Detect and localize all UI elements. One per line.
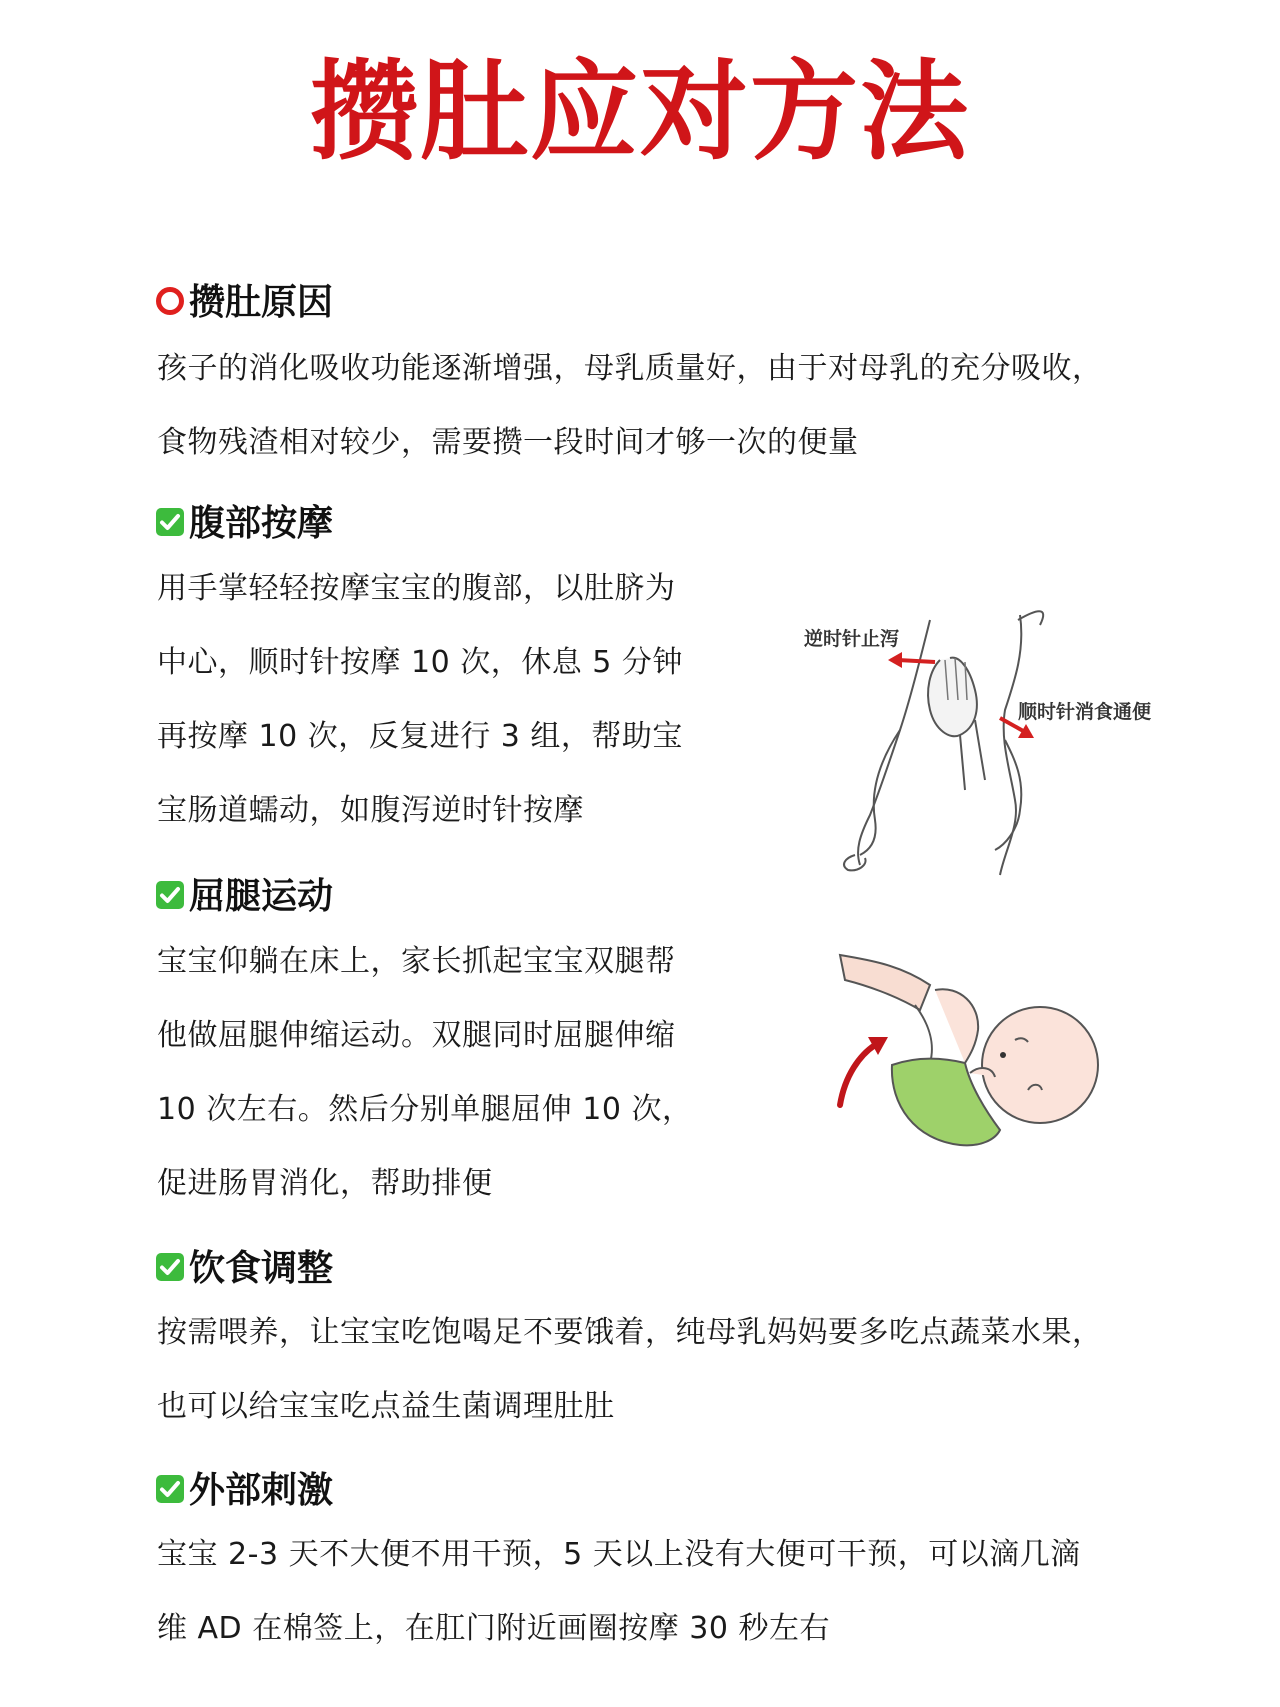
massage-illustration: [800, 600, 1150, 880]
section-heading-label: 外部刺激: [189, 1469, 334, 1511]
section-heading-label: 攒肚原因: [189, 281, 334, 323]
section-heading-diet: [155, 1240, 333, 1290]
counterclockwise-label: 逆时针止泻: [804, 628, 900, 650]
section-heading-cause: [155, 274, 333, 324]
text-line: 食物残渣相对较少，需要攒一段时间才够一次的便量: [157, 425, 859, 460]
text-line: 也可以给宝宝吃点益生菌调理肚肚: [157, 1389, 615, 1424]
section-heading-massage: [155, 495, 333, 545]
text-line: 按需喂养，让宝宝吃饱喝足不要饿着，纯母乳妈妈要多吃点蔬菜水果，: [157, 1315, 1103, 1350]
red-circle-icon: [155, 284, 185, 314]
text-line: 10 次左右。然后分别单腿屈伸 10 次，: [157, 1092, 693, 1127]
green-check-icon: [155, 1472, 185, 1502]
green-check-icon: [155, 505, 185, 535]
text-line: 宝宝 2-3 天不大便不用干预，5 天以上没有大便可干预，可以滴几滴: [157, 1537, 1081, 1572]
section-heading-label: 腹部按摩: [189, 502, 334, 544]
text-line: 维 AD 在棉签上，在肛门附近画圈按摩 30 秒左右: [157, 1611, 830, 1646]
clockwise-label: 顺时针消食通便: [1018, 701, 1152, 723]
text-line: 再按摩 10 次，反复进行 3 组，帮助宝: [157, 719, 683, 754]
section-heading-leg: [155, 868, 333, 918]
page-title: 攒肚应对方法: [309, 50, 970, 175]
text-line: 促进肠胃消化，帮助排便: [157, 1166, 493, 1201]
section-body-diet: [157, 1296, 1147, 1444]
green-check-icon: [155, 1250, 185, 1280]
text-line: 用手掌轻轻按摩宝宝的腹部，以肚脐为: [157, 571, 676, 606]
section-heading-label: 屈腿运动: [189, 875, 334, 917]
section-body-cause: [157, 332, 1147, 480]
text-line: 他做屈腿伸缩运动。双腿同时屈腿伸缩: [157, 1018, 676, 1053]
text-line: 宝宝仰躺在床上，家长抓起宝宝双腿帮: [157, 944, 676, 979]
leg-exercise-illustration: [820, 945, 1110, 1175]
section-body-external: [157, 1518, 1147, 1666]
section-heading-external: [155, 1462, 333, 1512]
section-body-massage: [157, 552, 737, 848]
section-heading-label: 饮食调整: [189, 1247, 334, 1289]
text-line: 宝肠道蠕动，如腹泻逆时针按摩: [157, 793, 584, 828]
text-line: 孩子的消化吸收功能逐渐增强，母乳质量好，由于对母乳的充分吸收，: [157, 351, 1103, 386]
text-line: 中心，顺时针按摩 10 次，休息 5 分钟: [157, 645, 683, 680]
section-body-leg: [157, 925, 737, 1221]
green-check-icon: [155, 878, 185, 908]
